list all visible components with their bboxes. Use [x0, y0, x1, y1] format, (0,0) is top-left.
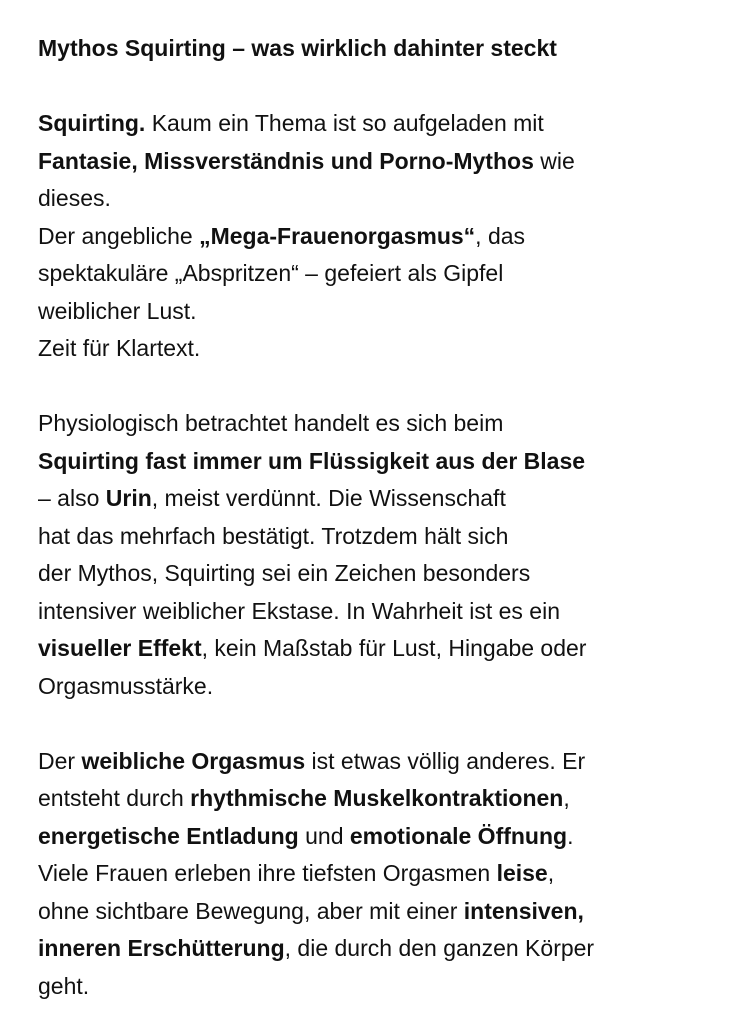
bold-text: energetische Entladung [38, 822, 299, 849]
text-line: der Mythos, Squirting sei ein Zeichen besonders [38, 560, 531, 586]
text: , meist verdünnt. Die Wissenschaft [151, 485, 506, 511]
bold-text: emotionale Öffnung [349, 822, 568, 849]
text-line [38, 630, 702, 668]
text: , [563, 785, 570, 811]
bold-text: Squirting fast immer um Flüssigkeit aus der Blase [38, 447, 586, 474]
text: , [547, 860, 555, 886]
text-line [38, 143, 702, 181]
paragraph-physiology [38, 405, 702, 705]
text: wie [533, 147, 575, 174]
text: , das [475, 222, 526, 249]
text-line [38, 218, 702, 256]
paragraph-spacer [38, 705, 702, 743]
bold-text: Squirting. [38, 110, 146, 136]
text: – also [38, 485, 106, 511]
text-line: spektakuläre „Abspritzen“ – gefeiert als Gipfel [38, 260, 504, 286]
text-line [38, 818, 702, 856]
text-line [38, 443, 702, 481]
text: entsteht durch [38, 785, 191, 811]
text-line [38, 743, 702, 781]
text-line: geht. [38, 972, 90, 999]
text-line: weiblicher Lust. [38, 297, 197, 324]
bold-text: leise [496, 860, 548, 886]
text-line: Zeit für Klartext. [38, 335, 201, 361]
bold-text: weibliche Orgasmus [81, 747, 306, 774]
bold-text: „Mega-Frauenorgasmus“ [199, 222, 476, 249]
text: Kaum ein Thema ist so aufgeladen mit [145, 110, 544, 136]
paragraph-intro [38, 105, 702, 368]
text: ohne sichtbare Bewegung, aber mit einer [38, 897, 464, 924]
bold-text: inneren Erschütterung [38, 935, 285, 961]
bold-text: Fantasie, Missverständnis und Porno-Mythos [38, 147, 534, 174]
text-line [38, 105, 702, 143]
bold-text: intensiven, [463, 897, 584, 924]
text-line: hat das mehrfach bestätigt. Trotzdem hält sich [38, 522, 509, 549]
bold-text: Urin [105, 485, 152, 511]
text-line: intensiver weiblicher Ekstase. In Wahrheit ist es ein [38, 597, 560, 624]
text-line: Orgasmusstärke. [38, 672, 214, 699]
text-line: dieses. [38, 185, 111, 211]
text: und [298, 822, 350, 849]
text-line [38, 480, 702, 518]
text: Viele Frauen erleben ihre tiefsten Orgasmen [38, 860, 497, 886]
text-line [38, 780, 702, 818]
paragraph-spacer [38, 368, 702, 406]
text: . [567, 822, 574, 849]
text: Der angebliche [38, 222, 200, 249]
text: ist etwas völlig anderes. Er [305, 747, 586, 774]
text: , kein Maßstab für Lust, Hingabe oder [201, 635, 587, 661]
page-title: Mythos Squirting – was wirklich dahinter steckt [38, 35, 557, 61]
text: , die durch den ganzen Körper [284, 935, 595, 961]
text-line [38, 930, 702, 968]
text-line [38, 893, 702, 931]
bold-text: visueller Effekt [38, 635, 202, 661]
text-line [38, 855, 702, 893]
text-line: Physiologisch betrachtet handelt es sich beim [38, 410, 504, 436]
text: Der [38, 747, 82, 774]
paragraph-orgasm [38, 743, 702, 1006]
bold-text: rhythmische Muskelkontraktionen [190, 785, 564, 811]
paragraph-spacer [38, 68, 702, 106]
